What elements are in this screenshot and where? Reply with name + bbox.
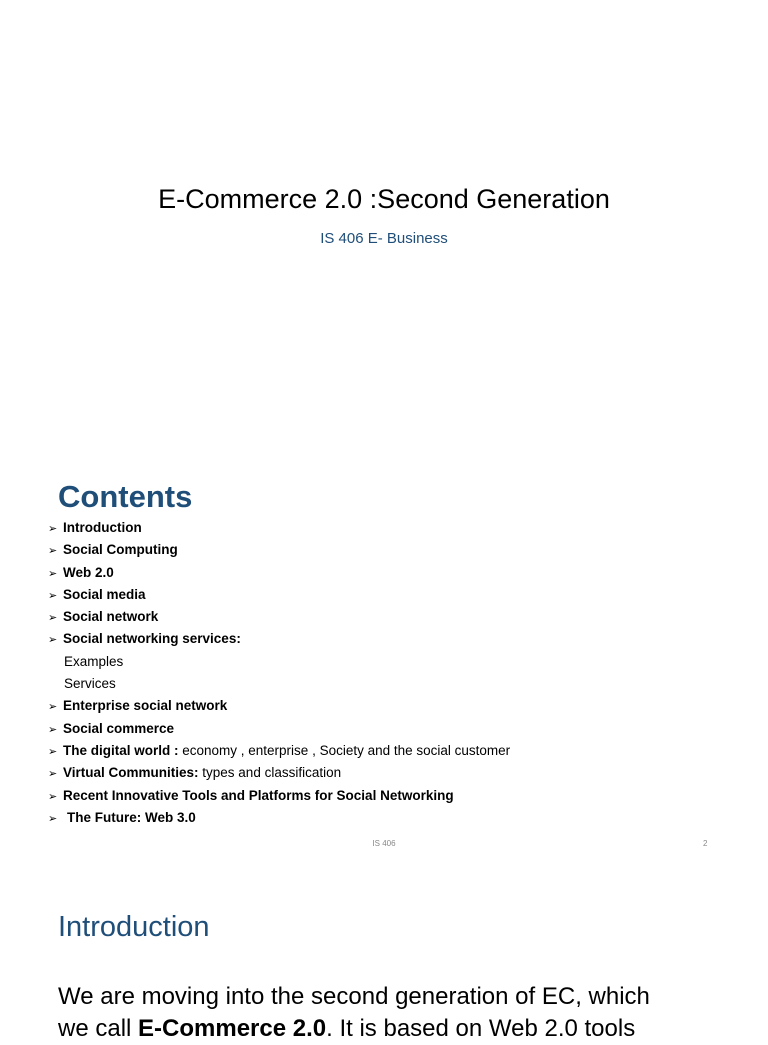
list-item-detail: types and classification [198, 765, 342, 781]
list-sub-item [48, 673, 510, 695]
list-item [48, 539, 510, 561]
list-item-label: Enterprise social network [63, 698, 228, 714]
arrow-bullet-icon: ➢ [48, 545, 58, 558]
list-item [48, 606, 510, 628]
list-item-label: Social media [63, 586, 146, 602]
list-sub-item-label: Services [64, 676, 116, 692]
list-item-label: Introduction [63, 520, 142, 535]
list-sub-item [48, 651, 510, 673]
arrow-bullet-icon: ➢ [48, 701, 58, 714]
arrow-bullet-icon: ➢ [48, 612, 58, 625]
list-item [48, 740, 510, 762]
list-item-label: Recent Innovative Tools and Platforms for Social Networking [63, 787, 454, 803]
introduction-slide [0, 864, 768, 1042]
introduction-body [58, 981, 758, 1045]
list-item [48, 718, 510, 740]
list-item-label: The Future: Web 3.0 [67, 809, 196, 825]
arrow-bullet-icon: ➢ [48, 589, 58, 602]
slide-title: E-Commerce 2.0 :Second Generation [158, 184, 610, 214]
contents-slide [0, 432, 768, 864]
list-item-label: Social network [63, 609, 159, 625]
introduction-body-emphasis: E-Commerce 2.0 [138, 1015, 327, 1042]
arrow-bullet-icon: ➢ [48, 523, 58, 535]
list-item-label: Social commerce [63, 720, 175, 736]
introduction-body-text-end: . It is based on Web 2.0 tools [326, 1015, 636, 1042]
list-item [48, 562, 510, 584]
list-item [48, 807, 510, 829]
slide-footer: IS 406 [372, 839, 396, 848]
list-sub-item-label: Examples [64, 653, 124, 669]
title-slide [0, 0, 768, 432]
arrow-bullet-icon: ➢ [48, 745, 58, 758]
arrow-bullet-icon: ➢ [48, 812, 58, 825]
list-item-label: Web 2.0 [63, 564, 114, 580]
contents-list [48, 517, 510, 829]
introduction-body-text: We are moving into the second generation of EC, which [58, 983, 650, 1010]
introduction-body-text-cont: we call [58, 1015, 139, 1042]
list-item [48, 517, 510, 539]
arrow-bullet-icon: ➢ [48, 723, 58, 736]
slide-subtitle: IS 406 E- Business [320, 230, 448, 247]
list-item-label: Virtual Communities: [63, 765, 199, 781]
arrow-bullet-icon: ➢ [48, 790, 58, 803]
arrow-bullet-icon: ➢ [48, 567, 58, 580]
list-item [48, 628, 510, 650]
list-item-detail: economy , enterprise , Society and the social customer [178, 742, 511, 758]
contents-heading: Contents [58, 479, 193, 514]
list-item [48, 762, 510, 784]
page-number: 2 [703, 839, 708, 848]
list-item [48, 584, 510, 606]
list-item-label: Social networking services: [63, 631, 241, 647]
list-item-label: The digital world : [63, 742, 179, 758]
list-item [48, 785, 510, 807]
arrow-bullet-icon: ➢ [48, 768, 58, 781]
list-item-label: Social Computing [63, 542, 178, 558]
list-item [48, 695, 510, 717]
arrow-bullet-icon: ➢ [48, 634, 58, 647]
introduction-heading: Introduction [58, 911, 210, 943]
